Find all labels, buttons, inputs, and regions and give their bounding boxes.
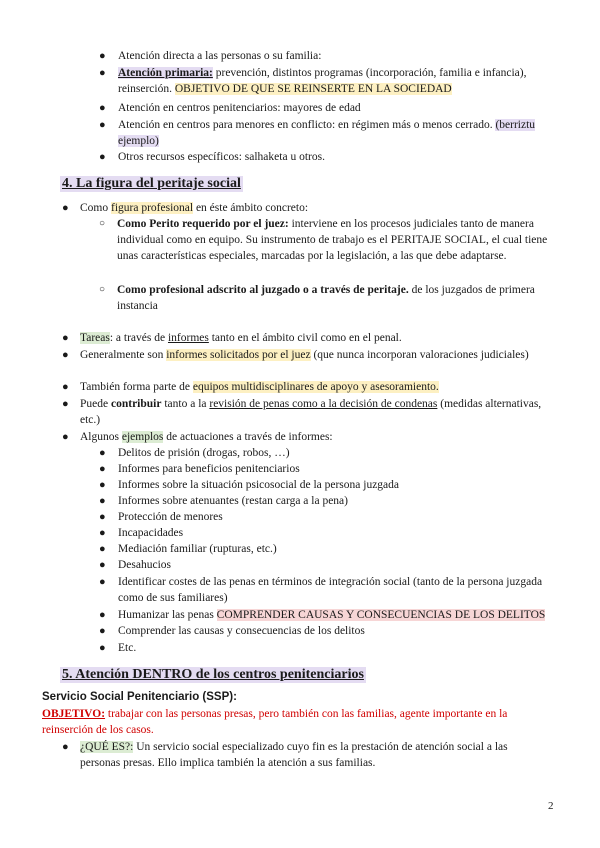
- list-item: También forma parte de equipos multidisciplinares de apoyo y asesoramiento.: [80, 381, 439, 393]
- bullet-icon: ●: [99, 527, 106, 539]
- list-item: Puede contribuir tanto a la revisión de penas como a la decisión de condenas (medidas alternativas, etc.): [80, 398, 542, 426]
- list-item: Otros recursos específicos: salhaketa u otros.: [118, 151, 325, 163]
- list-item: Delitos de prisión (drogas, robos, …): [118, 447, 290, 459]
- list-item: Como profesional adscrito al juzgado o a través de peritaje. de los juzgados de primera instancia: [117, 284, 535, 312]
- list-item: Como figura profesional en éste ámbito concreto:: [80, 202, 309, 214]
- list-item: Como Perito requerido por el juez: interviene en los procesos judiciales tanto de manera individual como en equipo. Su instrumento de trabajo es el PERITAJE SOCIAL, el cual tiene unas características especiales, marcadas por la legislación, a las que debe adaptarse.: [117, 218, 548, 262]
- list-item: Atención en centros para menores en conflicto: en régimen más o menos cerrado. (berriztu ejemplo): [118, 119, 536, 147]
- section-heading: 5. Atención DENTRO de los centros penitenciarios: [62, 667, 364, 682]
- bullet-icon: ●: [62, 332, 69, 344]
- bullet-icon: ●: [99, 50, 106, 62]
- bullet-icon: ●: [62, 202, 69, 214]
- bullet-icon: ●: [99, 609, 106, 621]
- list-item: Atención primaria: prevención, distintos programas (incorporación, familia e infancia), reinserción. OBJETIVO DE QUE SE REINSERTE EN LA SOCIEDAD: [118, 67, 527, 95]
- list-item: ¿QUÉ ES?: Un servicio social especializado cuyo fin es la prestación de atención social a las personas presas. Ello implica también la atención a sus familias.: [80, 741, 508, 769]
- list-item: Etc.: [118, 642, 137, 654]
- list-item: Humanizar las penas COMPRENDER CAUSAS Y CONSECUENCIAS DE LOS DELITOS: [118, 609, 546, 621]
- bullet-icon: ●: [99, 511, 106, 523]
- bullet-icon: ●: [62, 381, 69, 393]
- circle-bullet-icon: ○: [99, 218, 106, 229]
- bullet-icon: ●: [99, 67, 106, 79]
- list-item: Identificar costes de las penas en términos de integración social (tanto de la persona juzgada como de sus familiares): [118, 576, 543, 604]
- list-item: Informes sobre la situación psicosocial de la persona juzgada: [118, 479, 400, 491]
- objective-paragraph: OBJETIVO: trabajar con las personas presas, pero también con las familias, agente importante en la reinserción de los casos.: [42, 708, 508, 736]
- list-item: Protección de menores: [118, 511, 223, 523]
- bullet-icon: ●: [62, 398, 69, 410]
- list-item: Generalmente son informes solicitados por el juez (que nunca incorporan valoraciones judiciales): [80, 349, 529, 361]
- page-number: 2: [548, 800, 554, 812]
- list-item: Informes sobre atenuantes (restan carga a la pena): [118, 495, 348, 507]
- list-item: Comprender las causas y consecuencias de los delitos: [118, 625, 365, 637]
- list-item: Mediación familiar (rupturas, etc.): [118, 543, 277, 555]
- bullet-icon: ●: [99, 559, 106, 571]
- list-item: Tareas: a través de informes tanto en el ámbito civil como en el penal.: [80, 332, 402, 344]
- bullet-icon: ●: [99, 479, 106, 491]
- bullet-icon: ●: [99, 447, 106, 459]
- bullet-icon: ●: [62, 349, 69, 361]
- bullet-icon: ●: [99, 495, 106, 507]
- list-item: Atención en centros penitenciarios: mayores de edad: [118, 102, 361, 114]
- list-item: Algunos ejemplos de actuaciones a través de informes:: [80, 431, 333, 443]
- bullet-icon: ●: [99, 151, 106, 163]
- circle-bullet-icon: ○: [99, 284, 106, 295]
- bullet-icon: ●: [62, 741, 69, 753]
- bullet-icon: ●: [99, 119, 106, 131]
- list-item: Desahucios: [118, 559, 172, 571]
- list-item: Informes para beneficios penitenciarios: [118, 463, 300, 475]
- list-item: Atención directa a las personas o su familia:: [118, 50, 322, 62]
- bullet-icon: ●: [99, 576, 106, 588]
- ssp-title: Servicio Social Penitenciario (SSP):: [42, 691, 237, 703]
- bullet-icon: ●: [99, 642, 106, 654]
- bullet-icon: ●: [99, 543, 106, 555]
- list-item: Incapacidades: [118, 527, 184, 539]
- section-heading: 4. La figura del peritaje social: [62, 176, 241, 191]
- bullet-icon: ●: [62, 431, 69, 443]
- bullet-icon: ●: [99, 463, 106, 475]
- bullet-icon: ●: [99, 625, 106, 637]
- bullet-icon: ●: [99, 102, 106, 114]
